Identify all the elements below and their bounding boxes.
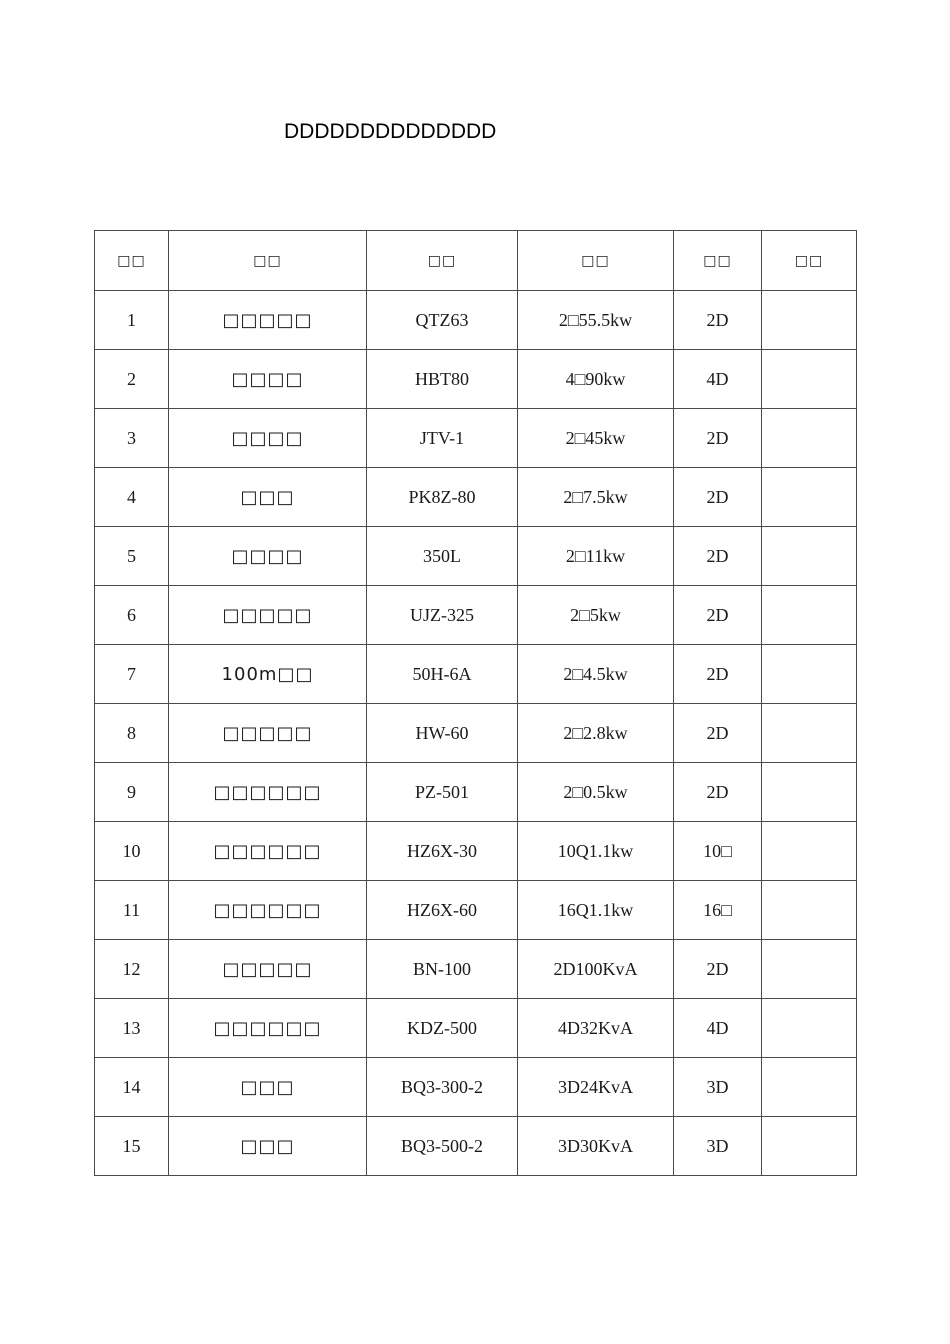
- table-row: [95, 350, 857, 409]
- cell-no: 5: [95, 527, 169, 586]
- cell-quantity: 2D: [674, 586, 762, 645]
- cell-model: PZ-501: [367, 763, 518, 822]
- cell-model: UJZ-325: [367, 586, 518, 645]
- table-row: [95, 822, 857, 881]
- cell-power: 2□2.8kw: [518, 704, 674, 763]
- cell-model: KDZ-500: [367, 999, 518, 1058]
- cell-name: □□□□: [169, 409, 367, 468]
- cell-note: [762, 940, 857, 999]
- table-row: [95, 999, 857, 1058]
- cell-note: [762, 1058, 857, 1117]
- cell-note: [762, 291, 857, 350]
- cell-power: 3D30KvA: [518, 1117, 674, 1176]
- cell-note: [762, 763, 857, 822]
- table-row: [95, 881, 857, 940]
- cell-power: 2□0.5kw: [518, 763, 674, 822]
- cell-name: □□□□: [169, 350, 367, 409]
- header-power: □□: [518, 231, 674, 291]
- cell-power: 4□90kw: [518, 350, 674, 409]
- cell-note: [762, 822, 857, 881]
- cell-no: 10: [95, 822, 169, 881]
- cell-name: □□□: [169, 1117, 367, 1176]
- cell-model: 350L: [367, 527, 518, 586]
- cell-no: 7: [95, 645, 169, 704]
- cell-power: 16Q1.1kw: [518, 881, 674, 940]
- cell-quantity: 2D: [674, 291, 762, 350]
- cell-model: JTV-1: [367, 409, 518, 468]
- cell-name: □□□□□: [169, 291, 367, 350]
- table-row: [95, 527, 857, 586]
- equipment-table: [94, 230, 857, 1176]
- cell-quantity: 2D: [674, 645, 762, 704]
- table-row: [95, 468, 857, 527]
- cell-name: □□□: [169, 1058, 367, 1117]
- cell-note: [762, 1117, 857, 1176]
- cell-power: 3D24KvA: [518, 1058, 674, 1117]
- table-row: [95, 1058, 857, 1117]
- cell-note: [762, 468, 857, 527]
- cell-name: □□□□□: [169, 586, 367, 645]
- cell-model: BQ3-300-2: [367, 1058, 518, 1117]
- cell-name: □□□□□: [169, 940, 367, 999]
- cell-name: □□□□□□: [169, 881, 367, 940]
- cell-name: □□□□□□: [169, 822, 367, 881]
- cell-model: HW-60: [367, 704, 518, 763]
- cell-note: [762, 527, 857, 586]
- cell-quantity: 4D: [674, 350, 762, 409]
- cell-model: HBT80: [367, 350, 518, 409]
- cell-model: BQ3-500-2: [367, 1117, 518, 1176]
- table-row: [95, 1117, 857, 1176]
- table-header-row: [95, 231, 857, 291]
- cell-no: 8: [95, 704, 169, 763]
- cell-no: 11: [95, 881, 169, 940]
- header-no: □□: [95, 231, 169, 291]
- cell-model: 50H-6A: [367, 645, 518, 704]
- cell-quantity: 2D: [674, 468, 762, 527]
- cell-power: 2□45kw: [518, 409, 674, 468]
- cell-name: □□□□□: [169, 704, 367, 763]
- cell-no: 4: [95, 468, 169, 527]
- cell-no: 12: [95, 940, 169, 999]
- cell-no: 14: [95, 1058, 169, 1117]
- cell-no: 15: [95, 1117, 169, 1176]
- cell-name: □□□□□□: [169, 999, 367, 1058]
- cell-no: 6: [95, 586, 169, 645]
- cell-model: BN-100: [367, 940, 518, 999]
- cell-note: [762, 999, 857, 1058]
- cell-name: 100m□□: [169, 645, 367, 704]
- cell-note: [762, 350, 857, 409]
- cell-name: □□□□□□: [169, 763, 367, 822]
- cell-power: 2□55.5kw: [518, 291, 674, 350]
- cell-power: 2D100KvA: [518, 940, 674, 999]
- table-body: [95, 291, 857, 1176]
- cell-power: 2□11kw: [518, 527, 674, 586]
- header-note: □□: [762, 231, 857, 291]
- table-row: [95, 586, 857, 645]
- cell-name: □□□□: [169, 527, 367, 586]
- cell-model: PK8Z-80: [367, 468, 518, 527]
- header-model: □□: [367, 231, 518, 291]
- document-title: DDDDDDDDDDDDDD: [284, 120, 497, 143]
- cell-quantity: 4D: [674, 999, 762, 1058]
- cell-note: [762, 645, 857, 704]
- cell-quantity: 2D: [674, 409, 762, 468]
- cell-power: 4D32KvA: [518, 999, 674, 1058]
- cell-no: 2: [95, 350, 169, 409]
- cell-power: 2□5kw: [518, 586, 674, 645]
- cell-quantity: 3D: [674, 1058, 762, 1117]
- cell-model: HZ6X-60: [367, 881, 518, 940]
- cell-quantity: 10□: [674, 822, 762, 881]
- cell-power: 2□4.5kw: [518, 645, 674, 704]
- cell-quantity: 2D: [674, 527, 762, 586]
- cell-no: 9: [95, 763, 169, 822]
- cell-no: 13: [95, 999, 169, 1058]
- cell-quantity: 16□: [674, 881, 762, 940]
- cell-quantity: 3D: [674, 1117, 762, 1176]
- cell-name: □□□: [169, 468, 367, 527]
- cell-quantity: 2D: [674, 763, 762, 822]
- cell-model: QTZ63: [367, 291, 518, 350]
- cell-power: 2□7.5kw: [518, 468, 674, 527]
- table-row: [95, 704, 857, 763]
- cell-model: HZ6X-30: [367, 822, 518, 881]
- cell-note: [762, 586, 857, 645]
- table-row: [95, 645, 857, 704]
- table-row: [95, 763, 857, 822]
- cell-no: 1: [95, 291, 169, 350]
- cell-note: [762, 704, 857, 763]
- header-quantity: □□: [674, 231, 762, 291]
- table-row: [95, 940, 857, 999]
- cell-note: [762, 409, 857, 468]
- cell-power: 10Q1.1kw: [518, 822, 674, 881]
- header-name: □□: [169, 231, 367, 291]
- cell-quantity: 2D: [674, 704, 762, 763]
- cell-no: 3: [95, 409, 169, 468]
- cell-quantity: 2D: [674, 940, 762, 999]
- table-row: [95, 409, 857, 468]
- table-row: [95, 291, 857, 350]
- cell-note: [762, 881, 857, 940]
